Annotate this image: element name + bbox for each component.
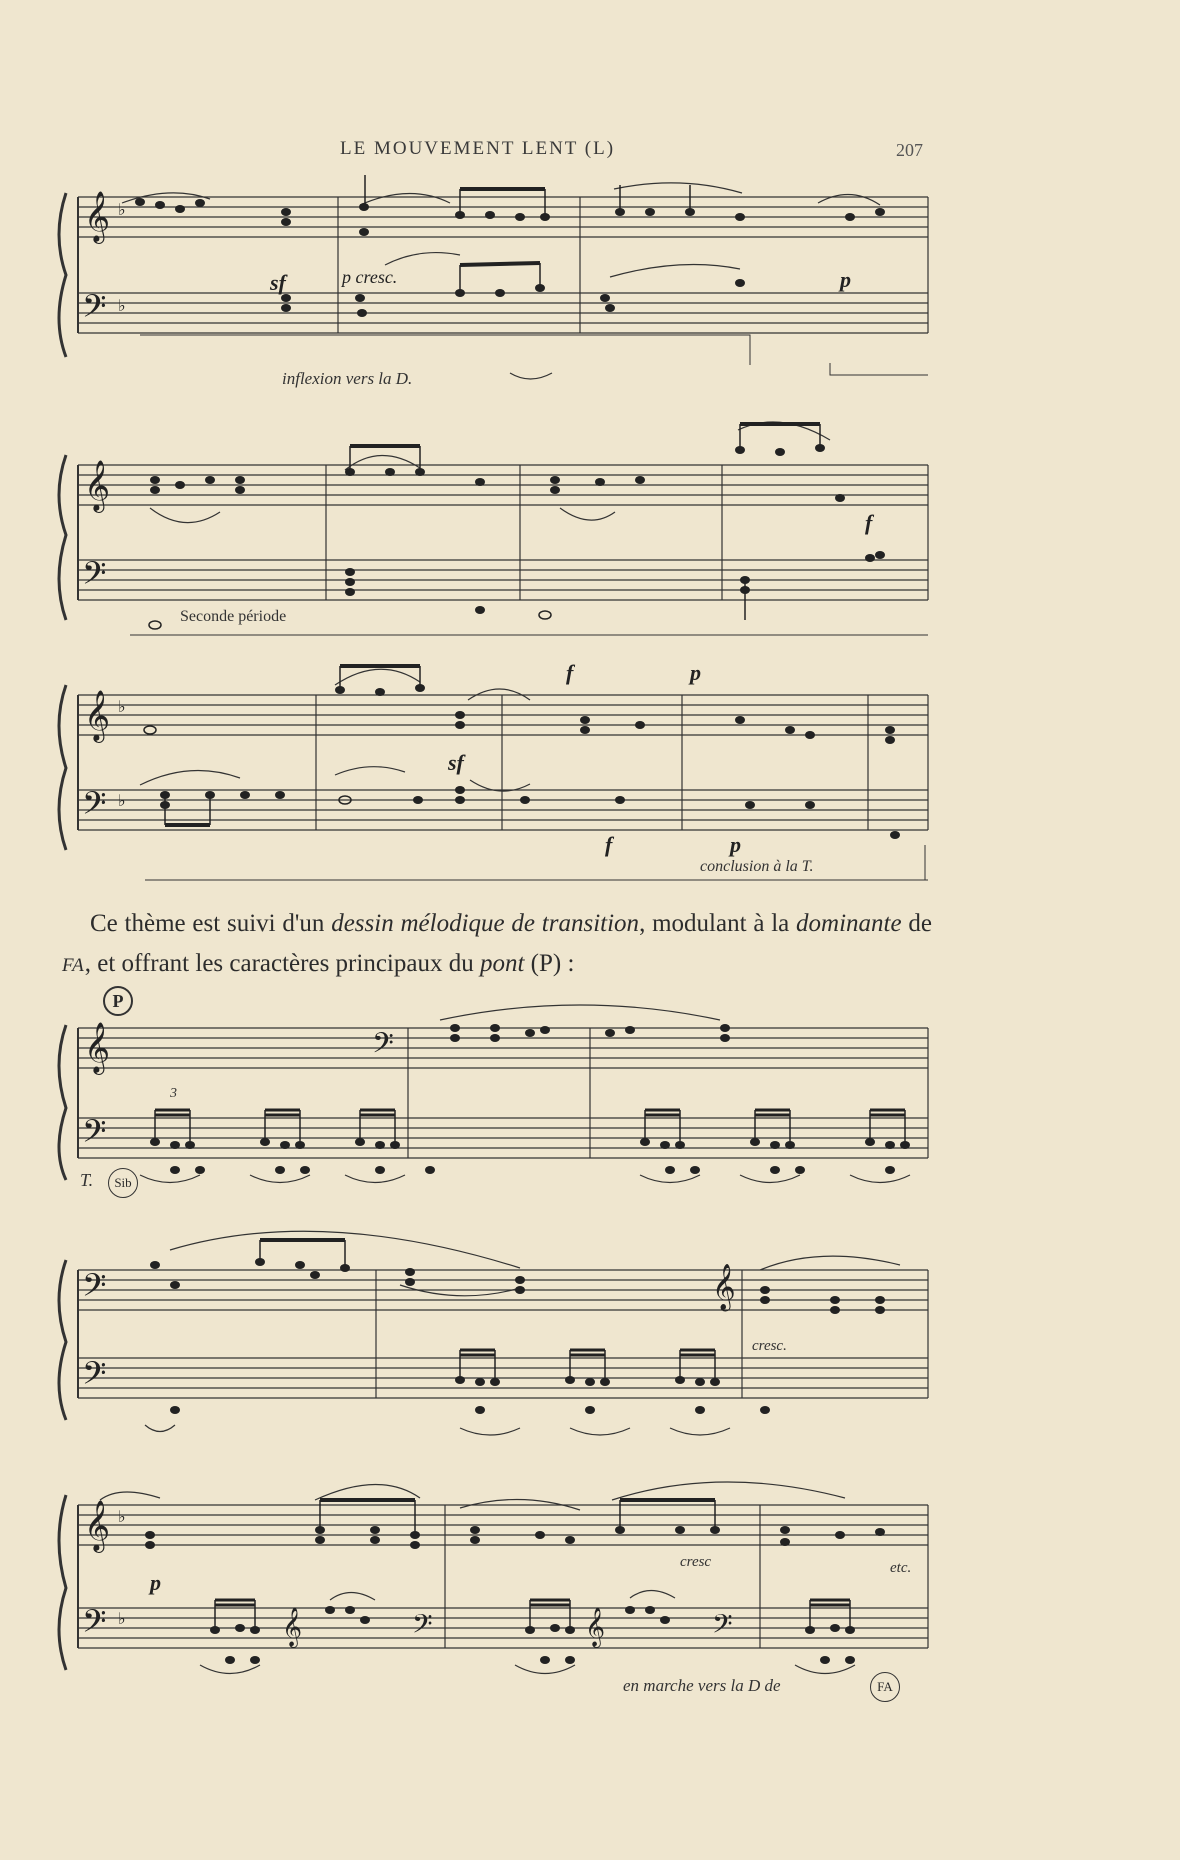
svg-text:𝄢: 𝄢: [712, 1608, 733, 1646]
staff-system-6-graphic: [0, 1470, 1180, 1700]
prose-part3: de: [901, 910, 932, 937]
svg-text:𝄢: 𝄢: [412, 1608, 433, 1646]
prose-em-pont: pont: [479, 950, 525, 977]
svg-text:𝄞: 𝄞: [585, 1607, 606, 1647]
dynamic-sf: sf: [448, 750, 464, 775]
dynamic-p-cresc: p cresc.: [342, 267, 398, 287]
svg-text:𝄞: 𝄞: [84, 1500, 111, 1551]
svg-text:𝄢: 𝄢: [82, 1113, 107, 1157]
svg-text:𝄞: 𝄞: [84, 191, 111, 242]
label-t: T.: [80, 1170, 94, 1190]
svg-text:♭: ♭: [118, 1611, 126, 1628]
etc-marking: etc.: [890, 1560, 912, 1576]
svg-text:𝄢: 𝄢: [82, 555, 107, 599]
svg-text:𝄢: 𝄢: [82, 1267, 107, 1311]
circled-key-fa: FA: [870, 1672, 900, 1702]
dynamic-p: p: [840, 267, 851, 292]
annotation-conclusion: conclusion à la T.: [700, 858, 814, 875]
cresc-marking: cresc: [680, 1554, 712, 1570]
svg-text:♭: ♭: [118, 699, 126, 716]
svg-text:𝄢: 𝄢: [82, 785, 107, 829]
svg-text:♭: ♭: [118, 298, 126, 315]
music-system-2: [0, 410, 1180, 650]
music-system-4: [0, 1000, 1180, 1200]
svg-text:𝄢: 𝄢: [82, 1355, 107, 1399]
svg-text:𝄞: 𝄞: [712, 1264, 736, 1310]
annotation-seconde-periode: Seconde période: [180, 608, 287, 625]
dynamic-f-lower: f: [605, 832, 613, 857]
dynamic-f-upper: f: [566, 660, 574, 685]
dynamic-p-lower: p: [730, 832, 741, 857]
music-system-5: [0, 1210, 1180, 1440]
svg-text:𝄞: 𝄞: [84, 1022, 111, 1073]
dynamic-p-upper: p: [690, 660, 701, 685]
staff-system-4-graphic: [0, 1000, 1180, 1200]
prose-em-dessin: dessin mélodique de transition: [331, 910, 640, 937]
cresc-marking: cresc.: [752, 1338, 787, 1354]
staff-system-1-graphic: [0, 175, 1180, 405]
staff-system-5-graphic: [0, 1210, 1180, 1440]
dynamic-p: p: [150, 1570, 161, 1595]
svg-text:𝄢: 𝄢: [82, 288, 107, 332]
staff-system-2-graphic: [0, 410, 1180, 650]
prose-part1: Ce thème est suivi d'un: [90, 910, 332, 937]
prose-part4: , et offrant les caractères principaux du: [84, 950, 480, 977]
svg-text:♭: ♭: [118, 793, 126, 810]
dynamic-f: f: [865, 510, 873, 535]
staff-system-3-graphic: [0, 660, 1180, 890]
prose-part2: , modulant à la: [639, 910, 797, 937]
triplet-mark: 3: [170, 1086, 177, 1101]
music-system-3: [0, 660, 1180, 890]
page-number: 207: [896, 140, 923, 160]
svg-text:𝄢: 𝄢: [372, 1027, 394, 1067]
prose-caps-fa: FA: [62, 955, 85, 976]
svg-text:𝄢: 𝄢: [82, 1603, 107, 1647]
prose-part5: (P) :: [524, 950, 575, 977]
running-title: LE MOUVEMENT LENT (L): [340, 138, 616, 159]
prose-em-dominante: dominante: [796, 910, 902, 937]
label-sib-circled: Sib: [108, 1168, 138, 1198]
section-marker-p: P: [103, 986, 133, 1016]
music-system-1: [0, 175, 1180, 405]
svg-text:𝄞: 𝄞: [84, 690, 111, 741]
svg-text:♭: ♭: [118, 202, 126, 219]
svg-text:𝄞: 𝄞: [282, 1607, 303, 1647]
music-system-6: [0, 1470, 1180, 1700]
svg-text:𝄞: 𝄞: [84, 460, 111, 511]
svg-text:♭: ♭: [118, 1509, 126, 1526]
annotation-en-marche: en marche vers la D de: [623, 1676, 781, 1695]
body-paragraph: [62, 904, 932, 986]
dynamic-sf: sf: [270, 270, 286, 295]
annotation-inflexion: inflexion vers la D.: [282, 369, 413, 388]
